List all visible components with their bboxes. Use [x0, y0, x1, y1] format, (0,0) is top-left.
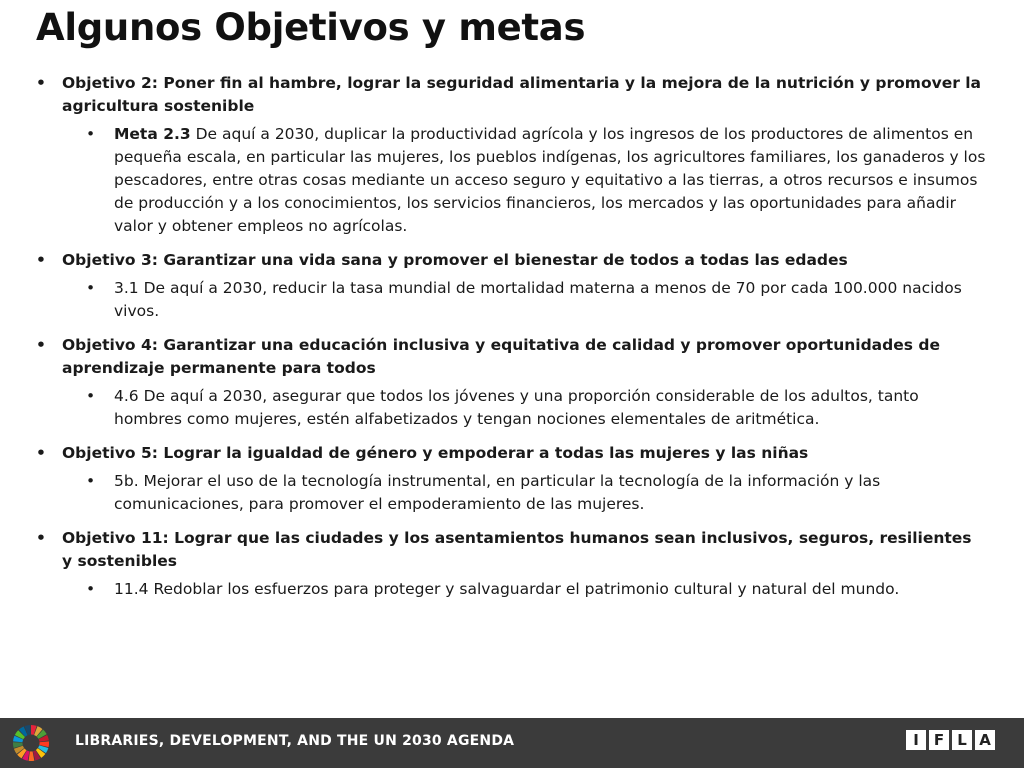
- target-text: 4.6 De aquí a 2030, asegurar que todos los jóvenes y una proporción considerable de los adultos, tanto hombres como mujeres, estén alfabetizados y tengan nociones elementales de aritmética.: [114, 387, 919, 428]
- objective-heading: Objetivo 3: Garantizar una vida sana y promover el bienestar de todos a todas las edades: [62, 251, 848, 269]
- sdg-wheel-icon: [12, 724, 50, 762]
- objective-11: [36, 527, 986, 601]
- page-title: Algunos Objetivos y metas: [36, 6, 586, 49]
- bullet-icon: •: [36, 251, 46, 269]
- bullet-icon: •: [86, 472, 96, 490]
- target-text: 11.4 Redoblar los esfuerzos para proteger y salvaguardar el patrimonio cultural y natural del mundo.: [114, 580, 900, 598]
- bullet-icon: •: [86, 279, 96, 297]
- bullet-icon: •: [36, 336, 46, 354]
- bullet-icon: •: [86, 580, 96, 598]
- objective-heading: Objetivo 11: Lograr que las ciudades y los asentamientos humanos sean inclusivos, seguros, resilientes y sostenibles: [62, 529, 972, 570]
- logo-letter: F: [929, 730, 949, 750]
- objective-3: [36, 249, 986, 323]
- target-text: 3.1 De aquí a 2030, reducir la tasa mundial de mortalidad materna a menos de 70 por cada 100.000 nacidos vivos.: [114, 279, 962, 320]
- meta-label: Meta 2.3: [114, 125, 191, 143]
- objective-2: [36, 72, 986, 238]
- bullet-icon: •: [86, 387, 96, 405]
- bullet-icon: •: [36, 529, 46, 547]
- footer-bar: [0, 718, 1024, 768]
- objectives-list: [36, 72, 986, 612]
- objective-4: [36, 334, 986, 431]
- target-text: De aquí a 2030, duplicar la productividad agrícola y los ingresos de los productores de alimentos en pequeña escala, en particular las mujeres, los pueblos indígenas, los agricultores familiares, los ganaderos y los pescadores, entre otras cosas mediante un acceso seguro y equitativo a las tierras, a otros recursos e insumos de producción y a los conocimientos, los servicios financieros, los mercados y las oportunidades para añadir valor y obtener empleos no agrícolas.: [114, 125, 986, 235]
- target-text: 5b. Mejorar el uso de la tecnología instrumental, en particular la tecnología de la información y las comunicaciones, para promover el empoderamiento de las mujeres.: [114, 472, 881, 513]
- logo-letter: A: [975, 730, 995, 750]
- objective-5: [36, 442, 986, 516]
- objective-heading: Objetivo 5: Lograr la igualdad de género y empoderar a todas las mujeres y las niñas: [62, 444, 809, 462]
- logo-letter: L: [952, 730, 972, 750]
- logo-letter: I: [906, 730, 926, 750]
- bullet-icon: •: [36, 74, 46, 92]
- footer-title: LIBRARIES, DEVELOPMENT, AND THE UN 2030 AGENDA: [75, 733, 515, 749]
- bullet-icon: •: [36, 444, 46, 462]
- ifla-logo: [906, 730, 995, 750]
- objective-heading: Objetivo 4: Garantizar una educación inclusiva y equitativa de calidad y promover oportunidades de aprendizaje permanente para todos: [62, 336, 940, 377]
- objective-heading: Objetivo 2: Poner fin al hambre, lograr la seguridad alimentaria y la mejora de la nutrición y promover la agricultura sostenible: [62, 74, 982, 115]
- bullet-icon: •: [86, 125, 96, 143]
